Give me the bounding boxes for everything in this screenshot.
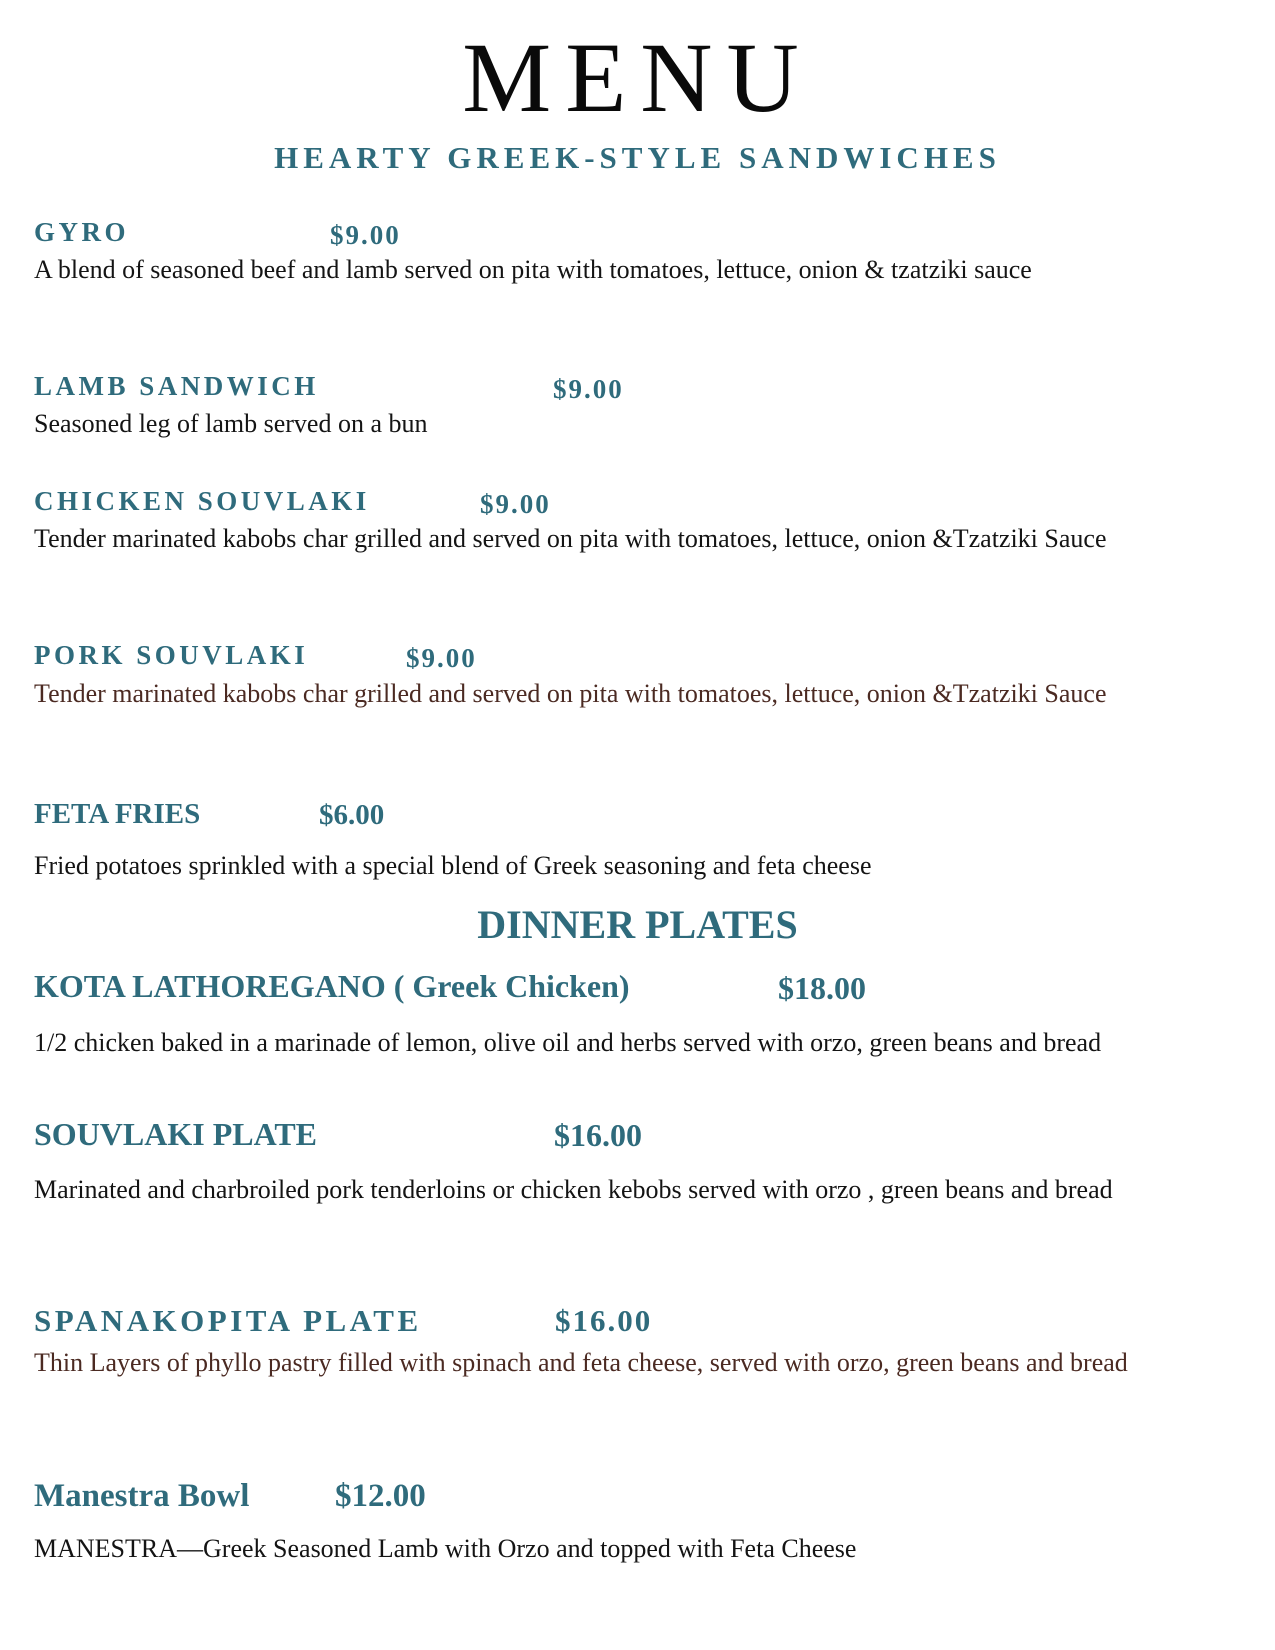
item-name-spanakopita-plate: SPANAKOPITA PLATE: [34, 1303, 422, 1338]
item-name-manestra-bowl: Manestra Bowl: [34, 1478, 250, 1514]
item-price-chicken-souvlaki: $9.00: [480, 489, 551, 519]
section-heading-sandwiches: HEARTY GREEK-STYLE SANDWICHES: [274, 140, 1001, 175]
item-name-kota-lathoregano: KOTA LATHOREGANO ( Greek Chicken): [34, 968, 630, 1004]
item-description-spanakopita-plate: Thin Layers of phyllo pastry filled with spinach and feta cheese, served with orzo, green beans and bread: [34, 1348, 1128, 1377]
item-name-lamb-sandwich: LAMB SANDWICH: [34, 371, 319, 401]
item-description-feta-fries: Fried potatoes sprinkled with a special blend of Greek seasoning and feta cheese: [34, 851, 872, 880]
item-description-lamb-sandwich: Seasoned leg of lamb served on a bun: [34, 409, 428, 438]
section-heading-dinner-plates: DINNER PLATES: [477, 902, 798, 947]
item-description-pork-souvlaki: Tender marinated kabobs char grilled and served on pita with tomatoes, lettuce, onion &Tzatziki Sauce: [34, 679, 1107, 708]
item-price-spanakopita-plate: $16.00: [555, 1303, 653, 1338]
item-name-gyro: GYRO: [34, 217, 129, 247]
item-name-chicken-souvlaki: CHICKEN SOUVLAKI: [34, 486, 370, 516]
menu-title: MENU: [462, 22, 813, 133]
item-description-kota-lathoregano: 1/2 chicken baked in a marinade of lemon, olive oil and herbs served with orzo, green beans and bread: [34, 1028, 1102, 1057]
item-description-manestra-bowl: MANESTRA—Greek Seasoned Lamb with Orzo and topped with Feta Cheese: [34, 1534, 857, 1563]
item-price-feta-fries: $6.00: [319, 799, 385, 831]
item-price-manestra-bowl: $12.00: [335, 1478, 426, 1514]
item-description-gyro: A blend of seasoned beef and lamb served on pita with tomatoes, lettuce, onion & tzatziki sauce: [34, 255, 1032, 284]
item-price-pork-souvlaki: $9.00: [406, 643, 477, 673]
item-description-souvlaki-plate: Marinated and charbroiled pork tenderloins or chicken kebobs served with orzo , green beans and bread: [34, 1175, 1113, 1204]
item-name-pork-souvlaki: PORK SOUVLAKI: [34, 640, 309, 670]
item-description-chicken-souvlaki: Tender marinated kabobs char grilled and served on pita with tomatoes, lettuce, onion &Tzatziki Sauce: [34, 524, 1107, 553]
item-price-kota-lathoregano: $18.00: [778, 970, 866, 1006]
item-name-feta-fries: FETA FRIES: [34, 798, 201, 830]
item-price-lamb-sandwich: $9.00: [553, 374, 624, 404]
item-price-souvlaki-plate: $16.00: [554, 1117, 642, 1153]
item-name-souvlaki-plate: SOUVLAKI PLATE: [34, 1116, 318, 1152]
item-price-gyro: $9.00: [330, 220, 401, 250]
